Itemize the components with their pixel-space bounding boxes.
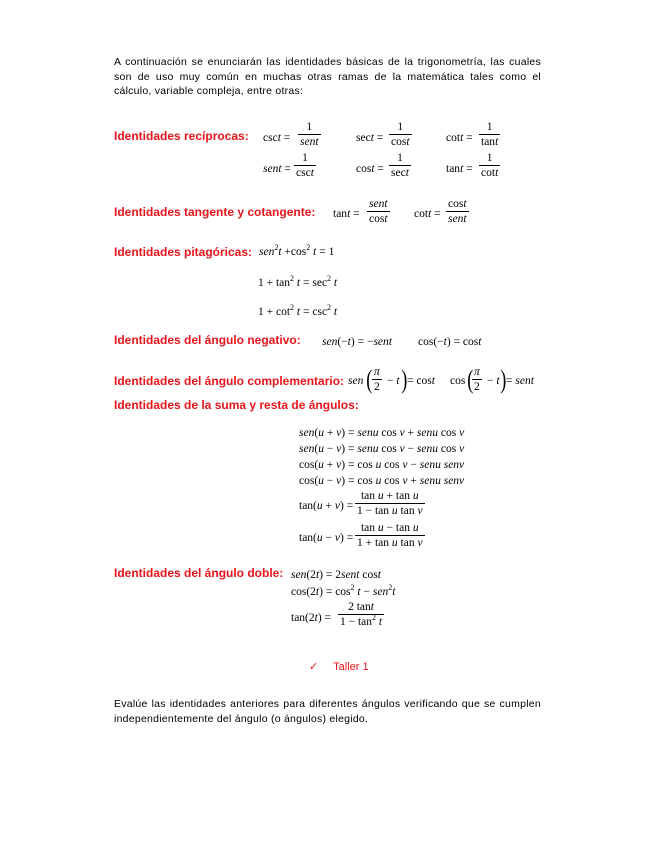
taller-label: Taller 1 — [333, 661, 369, 673]
taller-item — [309, 660, 369, 673]
heading-suma-resta: Identidades de la suma y resta de ángulos: — [114, 398, 359, 412]
check-icon: ✓ — [309, 661, 319, 673]
heading-doble: Identidades del ángulo doble: — [114, 566, 284, 580]
intro-paragraph: A continuación se enunciarán las identidades básicas de la trigonometría, las cuales son de uso muy común en muchas otras ramas de la matemática tales como el cálculo, variable compleja, entre otras: — [114, 56, 541, 97]
heading-negativo: Identidades del ángulo negativo: — [114, 333, 301, 347]
heading-pitagoricas: Identidades pitagóricas: — [114, 245, 253, 259]
heading-complementario: Identidades del ángulo complementario: — [114, 374, 345, 388]
heading-tangente: Identidades tangente y cotangente: — [114, 205, 316, 219]
closing-paragraph: Evalúe las identidades anteriores para diferentes ángulos verificando que se cumplen independientemente del ángulo (o ángulos) elegido. — [114, 698, 541, 725]
heading-reciprocas: Identidades recíprocas: — [114, 129, 249, 143]
